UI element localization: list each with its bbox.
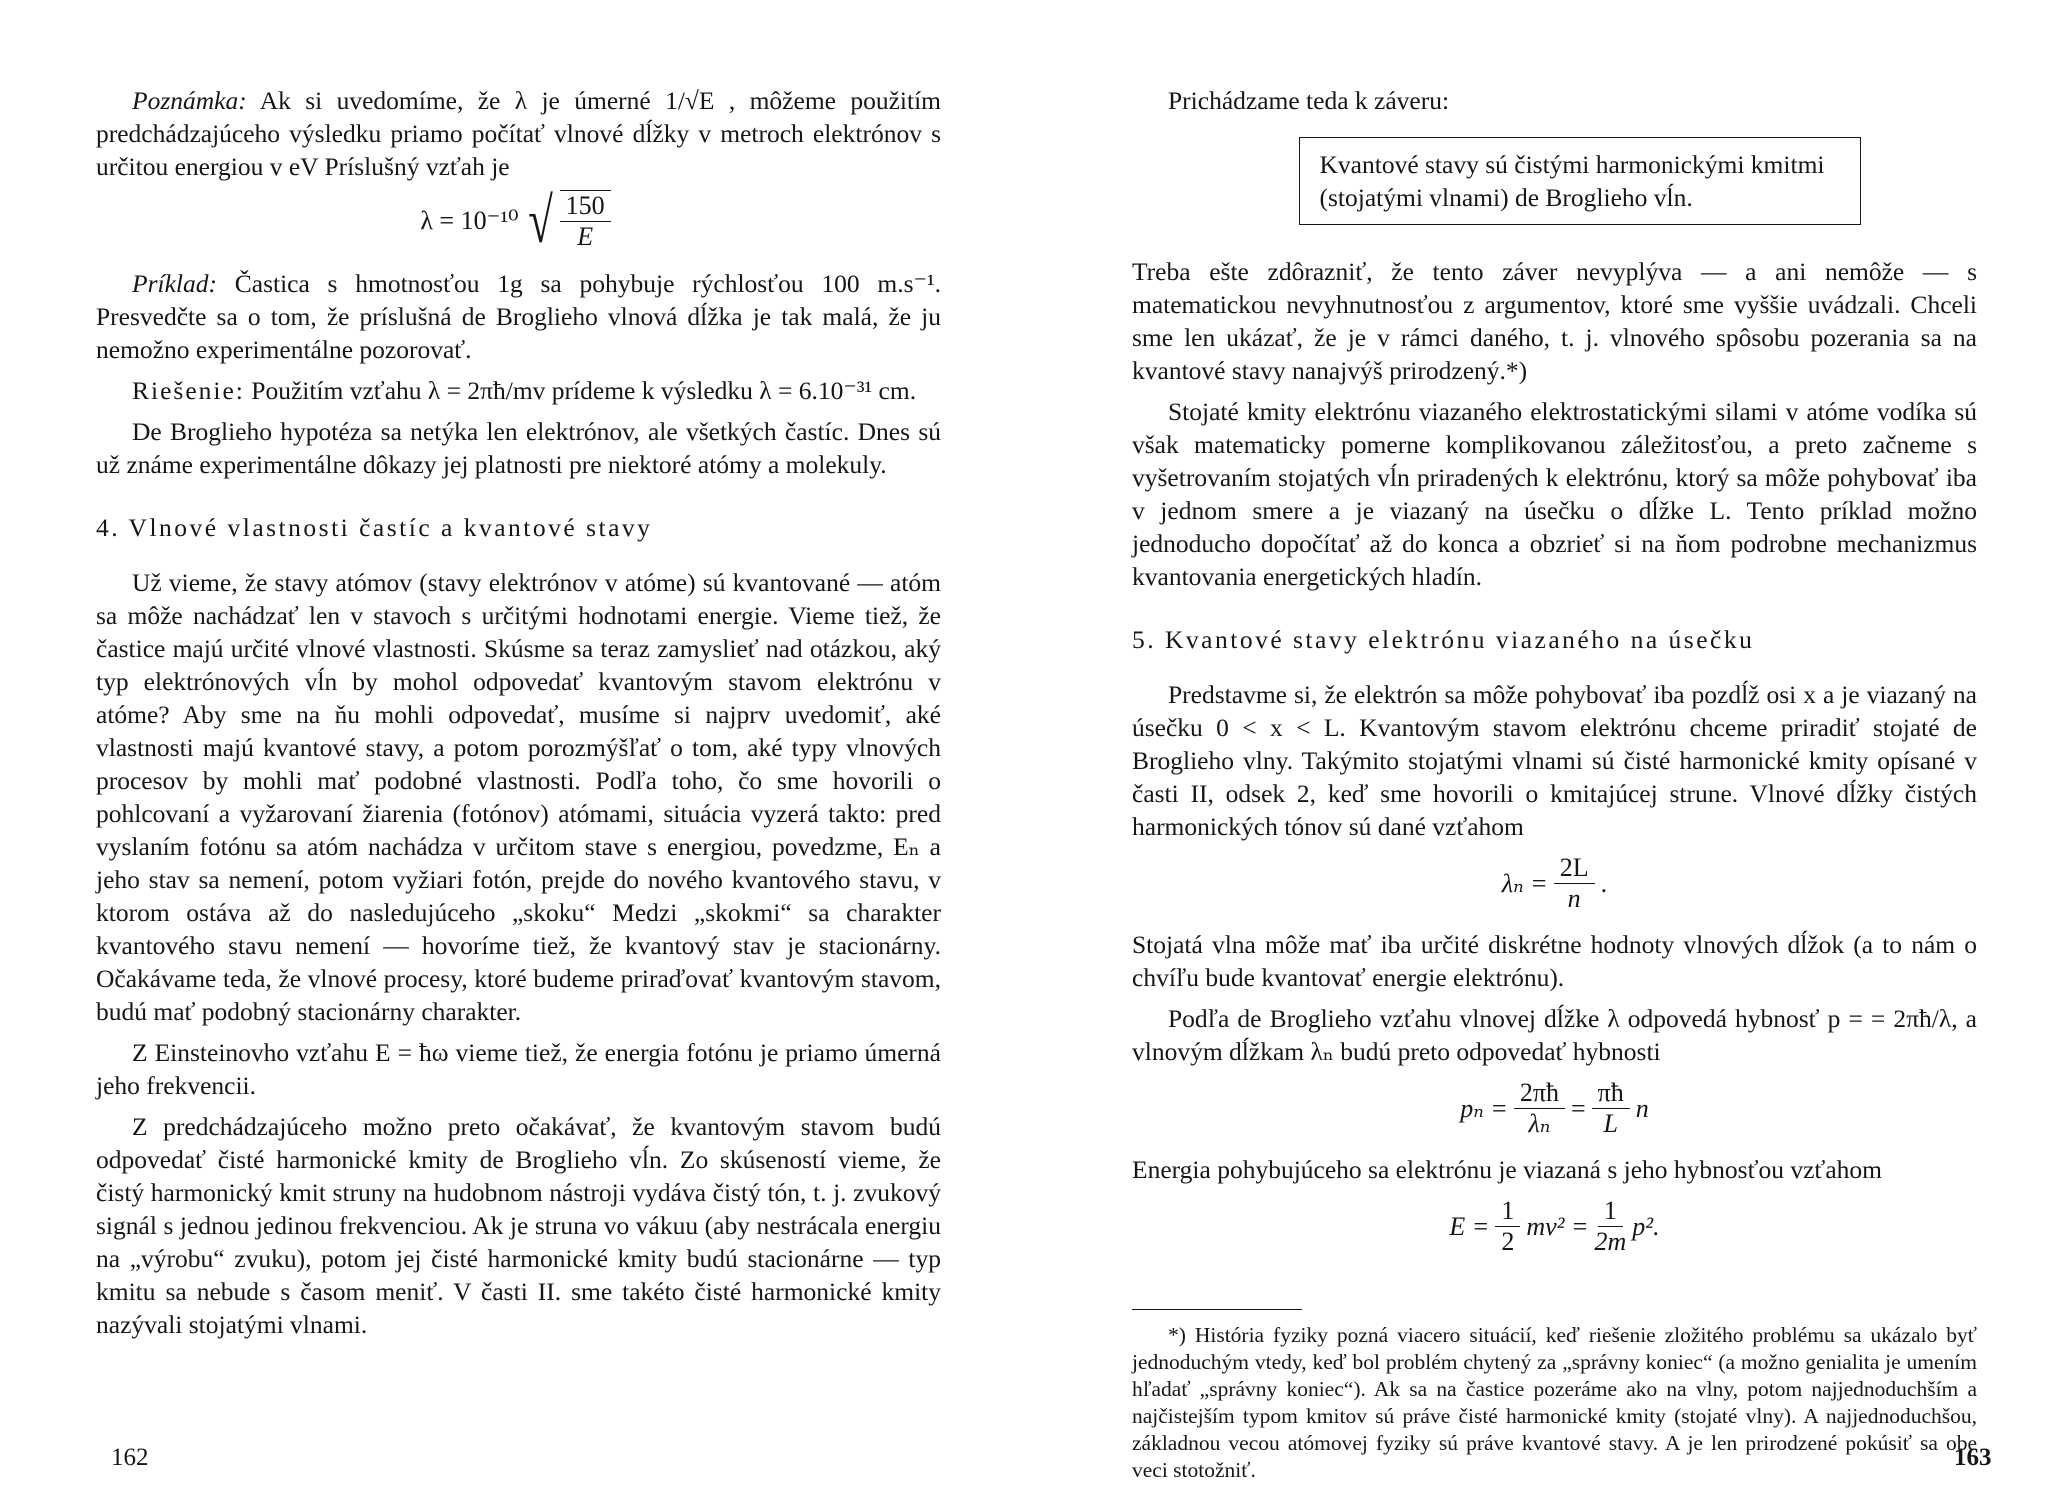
- solution-paragraph: [96, 374, 941, 407]
- formula-fraction: [560, 190, 611, 252]
- e-end: p².: [1632, 1211, 1660, 1241]
- example-text: Častica s hmotnosťou 1g sa pohybuje rýchlosťou 100 m.s⁻¹. Presvedčte sa o tom, že príslušná de Broglieho vlnová dĺžka je tak malá, že ju nemožno experimentálne pozorovať.: [96, 269, 941, 364]
- formula-lhs: λ = 10⁻¹⁰: [420, 206, 519, 235]
- p-end: n: [1635, 1093, 1649, 1123]
- intro-line: Prichádzame teda k záveru:: [1168, 86, 1450, 115]
- page-number-right: 163: [1954, 1444, 1992, 1471]
- p-denominator-2: L: [1603, 1109, 1618, 1138]
- note-paragraph: [96, 84, 941, 183]
- square-root: [523, 185, 617, 256]
- discrete-paragraph: Stojatá vlna môže mať iba určité diskrétne hodnoty vlnových dĺžok (a to nám o chvíľu bude kvantovať energie elektrónu).: [1132, 930, 1977, 992]
- note-text: Ak si uvedomíme, že λ je úmerné 1/√E , môžeme použitím predchádzajúceho výsledku priamo počítať vlnové dĺžky v metroch elektrónov s určitou energiou v eV Príslušný vzťah je: [96, 86, 941, 181]
- example-label: Príklad:: [132, 269, 217, 298]
- solution-label: Riešenie:: [132, 376, 245, 405]
- boxed-conclusion: Kvantové stavy sú čistými harmonickými kmitmi (stojatými vlnami) de Broglieho vĺn.: [1299, 137, 1861, 225]
- wavelength-formula: [96, 185, 941, 256]
- fraction-denominator: E: [577, 222, 594, 251]
- momentum-formula: [1132, 1078, 1977, 1139]
- e-fraction-1: [1495, 1196, 1520, 1257]
- footnote: [1132, 1322, 1977, 1484]
- section-4-heading: 4. Vlnové vlastnosti častíc a kvantové stavy: [96, 513, 653, 542]
- p-equals: =: [1570, 1093, 1586, 1123]
- lambda-denominator: n: [1567, 884, 1581, 913]
- standing-waves-paragraph: Stojaté kmity elektrónu viazaného elektrostatickými silami v atóme vodíka sú však matematicky pomerne komplikovanou záležitosťou, a preto začneme s vyšetrovaním stojatých vĺn priradených k elektrónu, ktorý sa môže pohybovať iba v jednom smere a je viazaný na úsečku o dĺžke L. Tento príklad možno jednoducho dopočítať až do konca a obzrieť si na ňom podrobne mechanizmus kvantovania energetických hladín.: [1132, 397, 1977, 591]
- e-numerator-2: 1: [1598, 1196, 1623, 1227]
- radical-sign: √: [527, 185, 553, 256]
- note-label: Poznámka:: [132, 86, 247, 115]
- page-number-left: 162: [111, 1444, 149, 1471]
- p-fraction-2: [1592, 1078, 1630, 1139]
- footnote-text: *) História fyziky pozná viacero situácií, keď riešenie zložitého problému sa ukázalo byť jednoduchým vtedy, keď bol problém chytený za „správny koniec“ (a možno genialita je umením hľadať „správny koniec“). Ak sa na častice pozeráme ako na vlny, potom najjednoduchším a najčistejším typom kmitov sú práve čisté harmonické kmity (stojaté vlny). A najjednoduchšou, základnou vecou atómovej fyziky sú práve kvantové stavy. A je len prirodzené pokúsiť sa obe veci stotožniť.: [1132, 1323, 1977, 1482]
- lambda-numerator: 2L: [1554, 853, 1595, 884]
- e-denominator-2: 2m: [1594, 1227, 1627, 1256]
- e-lhs: E =: [1449, 1211, 1490, 1241]
- section-5-heading: 5. Kvantové stavy elektrónu viazaného na úsečku: [1132, 625, 1755, 654]
- footnote-rule: [1132, 1309, 1302, 1310]
- energy-formula: [1132, 1196, 1977, 1257]
- example-paragraph: [96, 267, 941, 366]
- lambda-fraction: [1554, 853, 1595, 914]
- p-denominator-1: λₙ: [1528, 1109, 1551, 1138]
- quantum-states-paragraph: Už vieme, že stavy atómov (stavy elektrónov v atóme) sú kvantované — atóm sa môže nachádzať len v stavoch s určitými hodnotami energie. Vieme tiež, že častice majú určité vlnové vlastnosti. Skúsme sa teraz zamyslieť nad otázkou, aký typ elektrónových vĺn by mohol odpovedať kvantovým stavom elektrónu v atóme? Aby sme na ňu mohli odpovedať, musíme si najprv uvedomiť, aké vlastnosti majú kvantové stavy, a potom porozmýšľať o tom, aké typy vlnových procesov by mohli mať podobné vlastnosti. Podľa toho, čo sme hovorili o pohlcovaní a vyžarovaní žiarenia (fotónov) atómami, situácia vyzerá takto: pred vyslaním fotónu sa atóm nachádza v určitom stave s energiou, povedzme, Eₙ a jeho stav sa nemení, potom vyžiari fotón, prejde do nového kvantového stavu, v ktorom ostáva až do nasledujúceho „skoku“ Medzi „skokmi“ sa charakter kvantového stavu nemení — hovoríme tiež, že kvantový stav je stacionárny. Očakávame teda, že vlnové procesy, ktoré budeme priraďovať kvantovým stavom, budú mať podobný stacionárny charakter.: [96, 568, 941, 1026]
- lambda-end: .: [1600, 868, 1608, 898]
- broglie-paragraph: De Broglieho hypotéza sa netýka len elektrónov, ale všetkých častíc. Dnes sú už známe experimentálne dôkazy jej platnosti pre niektoré atómy a molekuly.: [96, 417, 941, 479]
- p-lhs: pₙ =: [1460, 1093, 1508, 1123]
- conclusion-box-wrap: [1132, 137, 1977, 225]
- e-fraction-2: [1595, 1196, 1627, 1257]
- left-page: [96, 84, 941, 1341]
- energy-paragraph: Energia pohybujúceho sa elektrónu je viazaná s jeho hybnosťou vzťahom: [1132, 1155, 1882, 1184]
- lambda-lhs: λₙ =: [1501, 868, 1548, 898]
- p-numerator-2: πħ: [1592, 1078, 1630, 1109]
- fraction-numerator: 150: [560, 191, 611, 222]
- einstein-paragraph: Z Einsteinovho vzťahu E = ħω vieme tiež, že energia fotónu je priamo úmerná jeho frekvencii.: [96, 1038, 941, 1100]
- right-page: [1132, 84, 1977, 1484]
- harmonic-paragraph: Z predchádzajúceho možno preto očakávať, že kvantovým stavom budú odpovedať čisté harmonické kmity de Broglieho vĺn. Zo skúseností vieme, že čistý harmonický kmit struny na hudobnom nástroji vydáva čistý tón, t. j. zvukový signál s jednou jedinou frekvenciou. Ak je struna vo vákuu (aby nestrácala energiu na „výrobu“ zvuku), potom jej čisté harmonické kmity budú stacionárne — typ kmitu sa nebude s časom meniť. V časti II. sme takéto čisté harmonické kmity nazývali stojatými vlnami.: [96, 1112, 941, 1339]
- segment-paragraph: Predstavme si, že elektrón sa môže pohybovať iba pozdĺž osi x a je viazaný na úsečku 0 < x < L. Kvantovým stavom elektrónu chceme priradiť stojaté de Broglieho vlny. Takýmito stojatými vlnami sú čisté harmonické kmity opísané v časti II, odsek 2, keď sme hovorili o kmitajúcej strune. Vlnové dĺžky čistých harmonických tónov sú dané vzťahom: [1132, 680, 1977, 841]
- solution-text: Použitím vzťahu λ = 2πħ/mv prídeme k výsledku λ = 6.10⁻³¹ cm.: [244, 376, 917, 405]
- e-denominator-1: 2: [1501, 1227, 1515, 1256]
- lambda-n-formula: [1132, 853, 1977, 914]
- p-fraction-1: [1514, 1078, 1565, 1139]
- e-mid: mv² =: [1526, 1211, 1589, 1241]
- e-numerator-1: 1: [1495, 1196, 1520, 1227]
- emphasis-paragraph: Treba ešte zdôrazniť, že tento záver nevyplýva — a ani nemôže — s matematickou nevyhnutnosťou z argumentov, ktoré sme vyššie uvádzali. Chceli sme len ukázať, že je v rámci daného, t. j. vlnového spôsobu pozerania sa na kvantové stavy nanajvýš prirodzený.*): [1132, 257, 1977, 385]
- p-numerator-1: 2πħ: [1514, 1078, 1565, 1109]
- momentum-paragraph: Podľa de Broglieho vzťahu vlnovej dĺžke λ odpovedá hybnosť p = = 2πħ/λ, a vlnovým dĺžkam λₙ budú preto odpovedať hybnosti: [1132, 1004, 1977, 1066]
